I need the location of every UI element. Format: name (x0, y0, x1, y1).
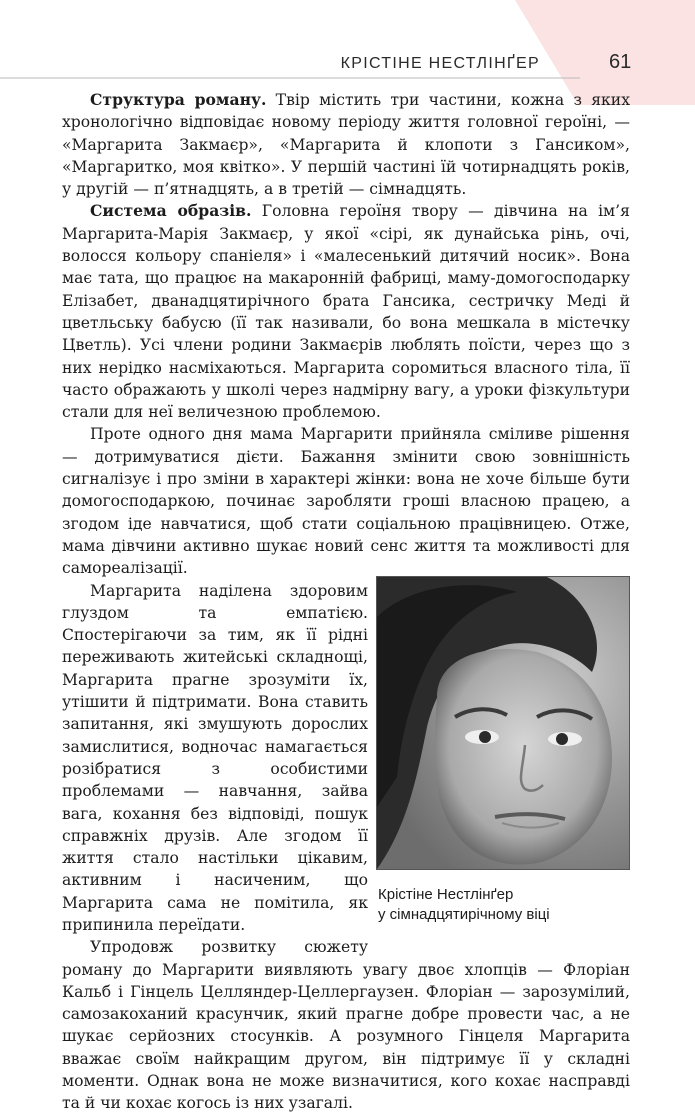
paragraph-mother: Проте одного дня мама Маргарити прийняла сміливе рішення — дотримуватися дієти. Бажання змінити свою зовнішність сигналізує і про зміни в характері жінки: вона не хоче більше бути домогосподаркою, починає заробляти гроші власною працею, а згодом іде навчатися, щоб стати соціальною працівницею. Отже, мама дівчини активно шукає новий сенс життя та можливості для самореалізації. (62, 425, 630, 578)
caption-line: у сімнадцятирічному віці (378, 906, 550, 923)
paragraph-margarita: Маргарита наділена здоровим глуздом та емпатією. Спостерігаючи за тим, як її рідні переживають житейські складнощі, Маргарита прагне зрозуміти їх, утішити й підтримати. Вона ставить запитання, які змушують дорослих замислитися, водночас намагається розібратися з особистими проблемами — навчання, зайва вага, кохання без відповіді, пошук справжніх друзів. Але згодом її життя стало настільки цікавим, активним і насиченим, що Маргарита сама не помітила, як припинила переїдати. (62, 581, 368, 934)
paragraph-body: Головна героїня твору — дівчина на ім’я Маргарита-Марія Закмаєр, у якої «сірі, як дунайська рінь, очі, волосся кольору спаніеля» і «малесенький дитячий носик». Вона має тата, що працює на макаронній фабриці, маму-домогосподарку Елізабет, дванадцятирічного брата Гансика, сестричку Меді й цветльську бабусю (її так називали, бо вона мешкала в містечку Цветль). Усі члени родини Закмаєрів люблять поїсти, через що з них нерідко насміхаються. Маргарита соромиться власного тіла, її часто ображають у школі через надмірну вагу, а уроки фізкультури стали для неї величезною проблемою. (62, 202, 630, 422)
page-number: 61 (609, 51, 632, 73)
author-portrait-photo (376, 576, 630, 870)
paragraph-characters (62, 200, 630, 423)
paragraph-lead: Система образів. (90, 201, 252, 221)
paragraph-boys: Упродовж розвитку сюжету роману до Маргарити виявляють увагу двоє хлопців — Флоріан Кальб і Гінцель Целляндер-Целлергаузен. Флоріан — зарозумілий, самозакоханий красунчик, який прагне добре провести час, а не шукає серйозних стосунків. А розумного Гінцеля Маргарита вважає своїм найкращим другом, він підтримує її у складні моменти. Однак вона не може визначитися, кого кохає насправді та й чи кохає когось із них узагалі. (62, 938, 630, 1113)
paragraph-body: Твір містить три частини, кожна з яких хронологічно відповідає новому періоду життя головної героїні, — «Маргарита Закмаєр», «Маргарита й клопоти з Гансиком», «Маргаритко, моя квітко». У першій частині їй чотирнадцять років, у другій — п’ятнадцять, а в третій — сімнадцять. (62, 91, 630, 199)
portrait-image (377, 577, 629, 869)
running-head: КРІСТІНЕ НЕСТЛІНҐЕР (340, 55, 540, 72)
paragraph-lead: Структура роману. (90, 90, 267, 109)
caption-line: Крістіне Нестлінґер (378, 886, 514, 903)
paragraph-structure (62, 89, 630, 200)
photo-caption (378, 885, 628, 925)
